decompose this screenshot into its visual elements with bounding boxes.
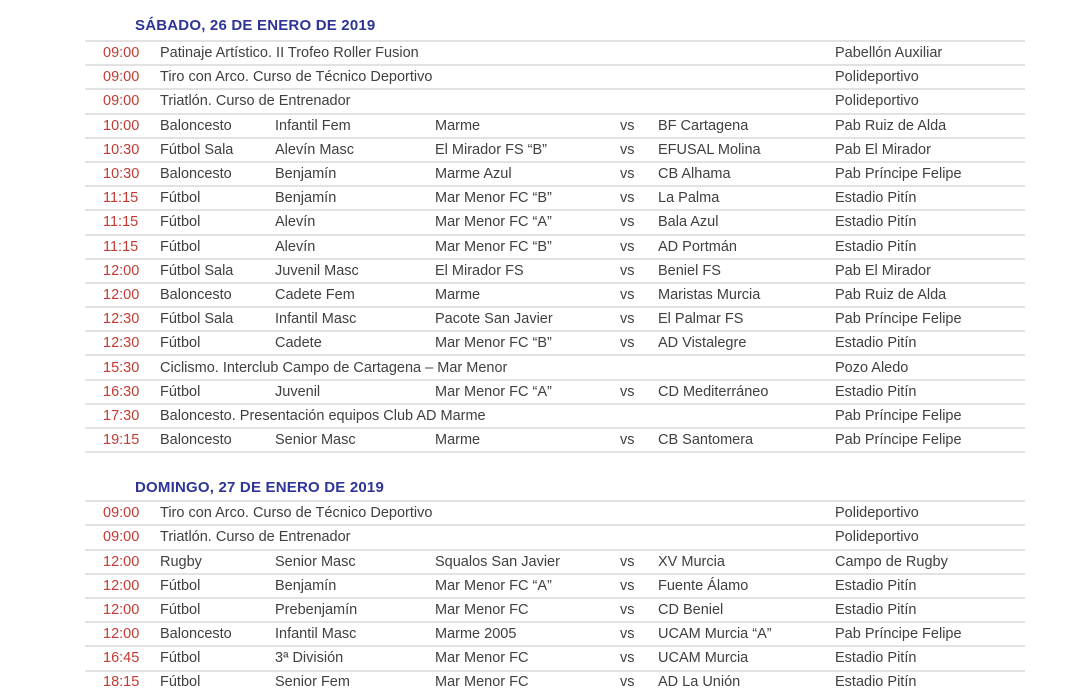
schedule-row	[85, 88, 1025, 112]
event-category: 3ª División	[275, 650, 344, 667]
away-team: CD Mediterráneo	[658, 383, 769, 400]
event-venue: Pab El Mirador	[835, 141, 931, 158]
vs-label: vs	[620, 673, 635, 690]
event-category: Alevín Masc	[275, 141, 354, 158]
schedule-row	[85, 549, 1025, 573]
away-team: AD La Unión	[658, 673, 741, 690]
event-venue: Pozo Aledo	[835, 359, 909, 376]
vs-label: vs	[620, 383, 635, 400]
section-rows-sunday	[85, 500, 1025, 690]
vs-label: vs	[620, 553, 635, 570]
vs-label: vs	[620, 626, 635, 643]
event-time: 11:15	[103, 238, 139, 255]
event-time: 11:15	[103, 214, 139, 231]
away-team: El Palmar FS	[658, 311, 744, 328]
schedule-row	[85, 234, 1025, 258]
event-sport: Fútbol	[160, 214, 201, 231]
event-sport: Fútbol	[160, 673, 201, 690]
schedule-row	[85, 645, 1025, 669]
home-team: Marme 2005	[435, 626, 517, 643]
away-team: CB Santomera	[658, 432, 754, 449]
vs-label: vs	[620, 311, 635, 328]
event-venue: Pab Príncipe Felipe	[835, 311, 962, 328]
away-team: Fuente Álamo	[658, 577, 749, 594]
event-venue: Pab Ruiz de Alda	[835, 286, 947, 303]
vs-label: vs	[620, 262, 635, 279]
event-sport: Fútbol Sala	[160, 262, 234, 279]
event-category: Benjamín	[275, 166, 337, 183]
event-sport: Fútbol	[160, 577, 201, 594]
away-team: CB Alhama	[658, 166, 731, 183]
event-category: Alevín	[275, 238, 316, 255]
event-venue: Pab Príncipe Felipe	[835, 166, 962, 183]
schedule-row	[85, 670, 1025, 690]
schedule-row	[85, 258, 1025, 282]
schedule-row	[85, 403, 1025, 427]
vs-label: vs	[620, 141, 635, 158]
event-description: Patinaje Artístico. II Trofeo Roller Fusion	[160, 45, 419, 62]
schedule-row	[85, 500, 1025, 524]
event-time: 19:15	[103, 432, 140, 449]
event-sport: Baloncesto	[160, 117, 232, 134]
event-venue: Pab Ruiz de Alda	[835, 117, 947, 134]
home-team: Mar Menor FC	[435, 602, 529, 619]
event-venue: Polideportivo	[835, 93, 919, 110]
event-sport: Fútbol	[160, 238, 201, 255]
event-sport: Baloncesto	[160, 626, 232, 643]
schedule-row	[85, 209, 1025, 233]
event-sport: Baloncesto	[160, 286, 232, 303]
home-team: Mar Menor FC	[435, 673, 529, 690]
event-time: 09:00	[103, 69, 140, 86]
event-time: 12:00	[103, 577, 140, 594]
home-team: Mar Menor FC “A”	[435, 214, 552, 231]
event-venue: Estadio Pitín	[835, 335, 917, 352]
schedule-row	[85, 621, 1025, 645]
schedule-row	[85, 113, 1025, 137]
event-venue: Pab Príncipe Felipe	[835, 432, 962, 449]
event-sport: Fútbol	[160, 383, 201, 400]
event-time: 10:30	[103, 141, 140, 158]
event-sport: Fútbol	[160, 602, 201, 619]
event-venue: Estadio Pitín	[835, 650, 917, 667]
event-time: 10:00	[103, 117, 140, 134]
schedule-row	[85, 330, 1025, 354]
home-team: Squalos San Javier	[435, 553, 560, 570]
home-team: Marme	[435, 432, 481, 449]
away-team: EFUSAL Molina	[658, 141, 761, 158]
event-time: 10:30	[103, 166, 140, 183]
event-venue: Estadio Pitín	[835, 383, 917, 400]
away-team: UCAM Murcia	[658, 650, 749, 667]
schedule-row	[85, 524, 1025, 548]
away-team: XV Murcia	[658, 553, 725, 570]
home-team: Marme Azul	[435, 166, 512, 183]
event-venue: Estadio Pitín	[835, 577, 917, 594]
event-category: Infantil Fem	[275, 117, 351, 134]
event-category: Benjamín	[275, 577, 337, 594]
section-title-sunday: DOMINGO, 27 DE ENERO DE 2019	[135, 479, 385, 497]
event-category: Infantil Masc	[275, 311, 357, 328]
event-time: 12:30	[103, 311, 140, 328]
away-team: CD Beniel	[658, 602, 724, 619]
event-time: 15:30	[103, 359, 140, 376]
section-saturday	[85, 0, 1025, 453]
event-sport: Fútbol	[160, 650, 201, 667]
home-team: Mar Menor FC “B”	[435, 190, 552, 207]
away-team: Beniel FS	[658, 262, 721, 279]
event-time: 09:00	[103, 93, 140, 110]
event-sport: Baloncesto	[160, 166, 232, 183]
event-sport: Fútbol	[160, 335, 201, 352]
event-venue: Estadio Pitín	[835, 602, 917, 619]
event-category: Juvenil Masc	[275, 262, 359, 279]
event-description: Baloncesto. Presentación equipos Club AD Marme	[160, 407, 486, 424]
schedule-row	[85, 597, 1025, 621]
event-category: Cadete Fem	[275, 286, 355, 303]
schedule-row	[85, 379, 1025, 403]
home-team: Mar Menor FC “B”	[435, 238, 552, 255]
away-team: La Palma	[658, 190, 720, 207]
vs-label: vs	[620, 602, 635, 619]
event-venue: Pab Príncipe Felipe	[835, 626, 962, 643]
home-team: El Mirador FS “B”	[435, 141, 547, 158]
schedule-row	[85, 306, 1025, 330]
schedule-row	[85, 282, 1025, 306]
event-sport: Fútbol	[160, 190, 201, 207]
event-category: Benjamín	[275, 190, 337, 207]
event-category: Alevín	[275, 214, 316, 231]
home-team: Mar Menor FC “A”	[435, 383, 552, 400]
event-time: 16:30	[103, 383, 140, 400]
schedule-row	[85, 137, 1025, 161]
event-category: Senior Fem	[275, 673, 350, 690]
event-category: Infantil Masc	[275, 626, 357, 643]
section-sunday	[85, 476, 1025, 690]
away-team: Maristas Murcia	[658, 286, 761, 303]
event-venue: Pabellón Auxiliar	[835, 45, 943, 62]
event-time: 09:00	[103, 505, 140, 522]
event-sport: Baloncesto	[160, 432, 232, 449]
home-team: Pacote San Javier	[435, 311, 553, 328]
event-category: Senior Masc	[275, 553, 356, 570]
schedule-row	[85, 354, 1025, 378]
event-description: Tiro con Arco. Curso de Técnico Deportivo	[160, 69, 433, 86]
vs-label: vs	[620, 238, 635, 255]
vs-label: vs	[620, 577, 635, 594]
event-description: Triatlón. Curso de Entrenador	[160, 93, 351, 110]
schedule-row	[85, 573, 1025, 597]
event-time: 16:45	[103, 650, 140, 667]
event-sport: Fútbol Sala	[160, 311, 234, 328]
away-team: UCAM Murcia “A”	[658, 626, 772, 643]
event-venue: Polideportivo	[835, 69, 919, 86]
event-venue: Estadio Pitín	[835, 214, 917, 231]
event-description: Triatlón. Curso de Entrenador	[160, 529, 351, 546]
schedule-row	[85, 185, 1025, 209]
away-team: Bala Azul	[658, 214, 719, 231]
event-time: 12:00	[103, 286, 140, 303]
event-time: 17:30	[103, 407, 140, 424]
vs-label: vs	[620, 650, 635, 667]
event-category: Prebenjamín	[275, 602, 358, 619]
vs-label: vs	[620, 286, 635, 303]
vs-label: vs	[620, 117, 635, 134]
home-team: El Mirador FS	[435, 262, 524, 279]
event-time: 12:00	[103, 626, 140, 643]
away-team: AD Vistalegre	[658, 335, 747, 352]
event-sport: Fútbol Sala	[160, 141, 234, 158]
event-time: 12:00	[103, 262, 140, 279]
away-team: BF Cartagena	[658, 117, 749, 134]
event-venue: Campo de Rugby	[835, 553, 948, 570]
event-time: 11:15	[103, 190, 139, 207]
home-team: Mar Menor FC “A”	[435, 577, 552, 594]
event-venue: Polideportivo	[835, 529, 919, 546]
event-category: Cadete	[275, 335, 322, 352]
event-venue: Polideportivo	[835, 505, 919, 522]
vs-label: vs	[620, 432, 635, 449]
event-time: 09:00	[103, 529, 140, 546]
event-venue: Pab Príncipe Felipe	[835, 407, 962, 424]
event-venue: Pab El Mirador	[835, 262, 931, 279]
vs-label: vs	[620, 214, 635, 231]
event-venue: Estadio Pitín	[835, 190, 917, 207]
event-time: 12:30	[103, 335, 140, 352]
home-team: Mar Menor FC “B”	[435, 335, 552, 352]
vs-label: vs	[620, 335, 635, 352]
schedule-row	[85, 40, 1025, 64]
home-team: Marme	[435, 117, 481, 134]
event-category: Juvenil	[275, 383, 321, 400]
away-team: AD Portmán	[658, 238, 737, 255]
schedule-row	[85, 64, 1025, 88]
event-description: Ciclismo. Interclub Campo de Cartagena – Mar Menor	[160, 359, 508, 376]
event-category: Senior Masc	[275, 432, 356, 449]
event-time: 18:15	[103, 673, 140, 690]
event-time: 12:00	[103, 553, 140, 570]
event-time: 09:00	[103, 45, 140, 62]
home-team: Marme	[435, 286, 481, 303]
event-sport: Rugby	[160, 553, 202, 570]
event-venue: Estadio Pitín	[835, 673, 917, 690]
vs-label: vs	[620, 166, 635, 183]
schedule-row	[85, 161, 1025, 185]
section-rows-saturday	[85, 40, 1025, 453]
section-title-saturday: SÁBADO, 26 DE ENERO DE 2019	[135, 17, 376, 34]
schedule-row	[85, 427, 1025, 451]
event-time: 12:00	[103, 602, 140, 619]
event-description: Tiro con Arco. Curso de Técnico Deportivo	[160, 505, 433, 522]
event-venue: Estadio Pitín	[835, 238, 917, 255]
vs-label: vs	[620, 190, 635, 207]
home-team: Mar Menor FC	[435, 650, 529, 667]
